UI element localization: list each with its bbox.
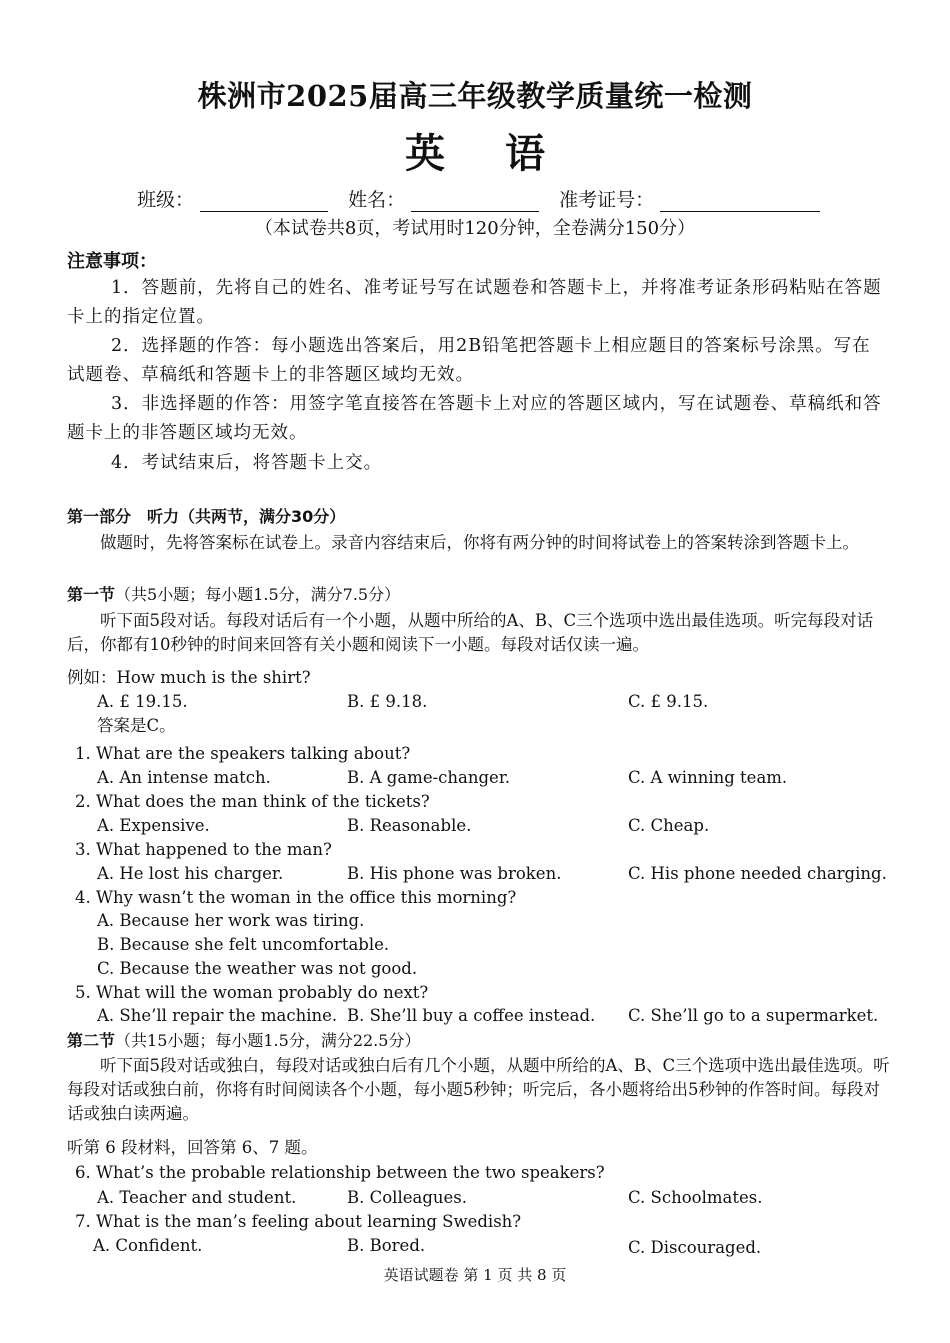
subject-char-2: 语: [505, 131, 545, 177]
q2-option-a: A. Expensive.: [97, 816, 210, 835]
part1-heading: 第一部分 听力（共两节，满分30分）: [67, 507, 346, 526]
name-field[interactable]: [411, 191, 539, 212]
q7-option-c: C. Discouraged.: [628, 1238, 762, 1257]
part1-instruction: 做题时，先将答案标在试卷上。录音内容结束后，你将有两分钟的时间将试卷上的答案转涂到答题卡上。: [100, 533, 859, 552]
q1-option-c: C. A winning team.: [628, 768, 788, 787]
q3-option-c: C. His phone needed charging.: [628, 864, 887, 883]
q5-option-c: C. She’ll go to a supermarket.: [628, 1006, 879, 1025]
section2-instruction: 听下面5段对话或独白，每段对话或独白后有几个小题，从题中所给的A、B、C三个选项中选出最佳选项。听每段对话或独白前，你将有时间阅读各个小题，每小题5秒钟；听完后，各小题将给出5秒钟的作答时间。每段对话或独白读两遍。: [67, 1056, 890, 1123]
q1-option-b: B. A game-changer.: [347, 768, 511, 787]
notice-heading: 注意事项：: [67, 251, 157, 272]
question-4: 4. Why wasn’t the woman in the office this morning?: [75, 888, 517, 907]
question-7: 7. What is the man’s feeling about learning Swedish?: [75, 1212, 522, 1231]
q3-option-a: A. He lost his charger.: [97, 864, 284, 883]
notice-item-4: 4．考试结束后，将答题卡上交。: [111, 453, 383, 473]
q7-option-b: B. Bored.: [347, 1236, 426, 1255]
section2-note: （共15小题；每小题1.5分，满分22.5分）: [115, 1031, 421, 1050]
q4-option-c: C. Because the weather was not good.: [97, 959, 418, 978]
q2-option-c: C. Cheap.: [628, 816, 710, 835]
class-field[interactable]: [200, 191, 328, 212]
q6-option-a: A. Teacher and student.: [97, 1188, 297, 1207]
q5-option-a: A. She’ll repair the machine.: [97, 1006, 338, 1025]
section1-note: （共5小题；每小题1.5分，满分7.5分）: [115, 585, 401, 604]
exam-note: （本试卷共8页，考试用时120分钟，全卷满分150分）: [254, 218, 696, 239]
section1-title: 第一节: [67, 585, 116, 604]
q3-option-b: B. His phone was broken.: [347, 864, 562, 883]
question-2: 2. What does the man think of the tickets?: [75, 792, 430, 811]
question-1: 1. What are the speakers talking about?: [75, 744, 411, 763]
exam-no-field[interactable]: [660, 191, 820, 212]
class-label: 班级：: [137, 189, 195, 211]
example-question: 例如：How much is the shirt?: [67, 668, 311, 687]
exam-title: 株洲市2025届高三年级教学质量统一检测: [197, 79, 753, 113]
notice-item-2: 2．选择题的作答：每小题选出答案后，用2B铅笔把答题卡上相应题目的答案标号涂黑。写在试题卷、草稿纸和答题卡上的非答题区域均无效。: [67, 336, 871, 385]
q5-option-b: B. She’ll buy a coffee instead.: [347, 1006, 596, 1025]
question-5: 5. What will the woman probably do next?: [75, 983, 429, 1002]
notice-item-1: 1．答题前，先将自己的姓名、准考证号写在试题卷和答题卡上，并将准考证条形码粘贴在答题卡上的指定位置。: [67, 278, 882, 327]
q6-option-b: B. Colleagues.: [347, 1188, 467, 1207]
subject-title: [0, 130, 950, 178]
subject-char-1: 英: [405, 131, 445, 177]
example-option-a: A. £ 19.15.: [97, 692, 188, 711]
q7-option-a: A. Confident.: [93, 1236, 203, 1255]
exam-no-label: 准考证号：: [559, 189, 655, 211]
student-info-line: [137, 188, 820, 212]
section1-heading: [67, 583, 400, 607]
notice-item-3: 3．非选择题的作答：用签字笔直接答在答题卡上对应的答题区域内，写在试题卷、草稿纸和答题卡上的非答题区域均无效。: [67, 394, 882, 443]
material-6-heading: 听第 6 段材料，回答第 6、7 题。: [67, 1138, 318, 1157]
q6-option-c: C. Schoolmates.: [628, 1188, 763, 1207]
name-label: 姓名：: [348, 189, 406, 211]
example-option-b: B. £ 9.18.: [347, 692, 428, 711]
q1-option-a: A. An intense match.: [97, 768, 271, 787]
example-option-c: C. £ 9.15.: [628, 692, 709, 711]
question-6: 6. What’s the probable relationship between the two speakers?: [75, 1163, 605, 1182]
page-footer: 英语试题卷 第 1 页 共 8 页: [383, 1266, 567, 1284]
example-answer: 答案是C。: [97, 716, 176, 735]
q4-option-b: B. Because she felt uncomfortable.: [97, 935, 390, 954]
section2-title: 第二节: [67, 1031, 116, 1050]
question-3: 3. What happened to the man?: [75, 840, 332, 859]
section1-instruction: 听下面5段对话。每段对话后有一个小题，从题中所给的A、B、C三个选项中选出最佳选项。听完每段对话后，你都有10秒钟的时间来回答有关小题和阅读下一小题。每段对话仅读一遍。: [67, 611, 874, 654]
q4-option-a: A. Because her work was tiring.: [97, 911, 365, 930]
section2-heading: [67, 1029, 420, 1053]
q2-option-b: B. Reasonable.: [347, 816, 472, 835]
